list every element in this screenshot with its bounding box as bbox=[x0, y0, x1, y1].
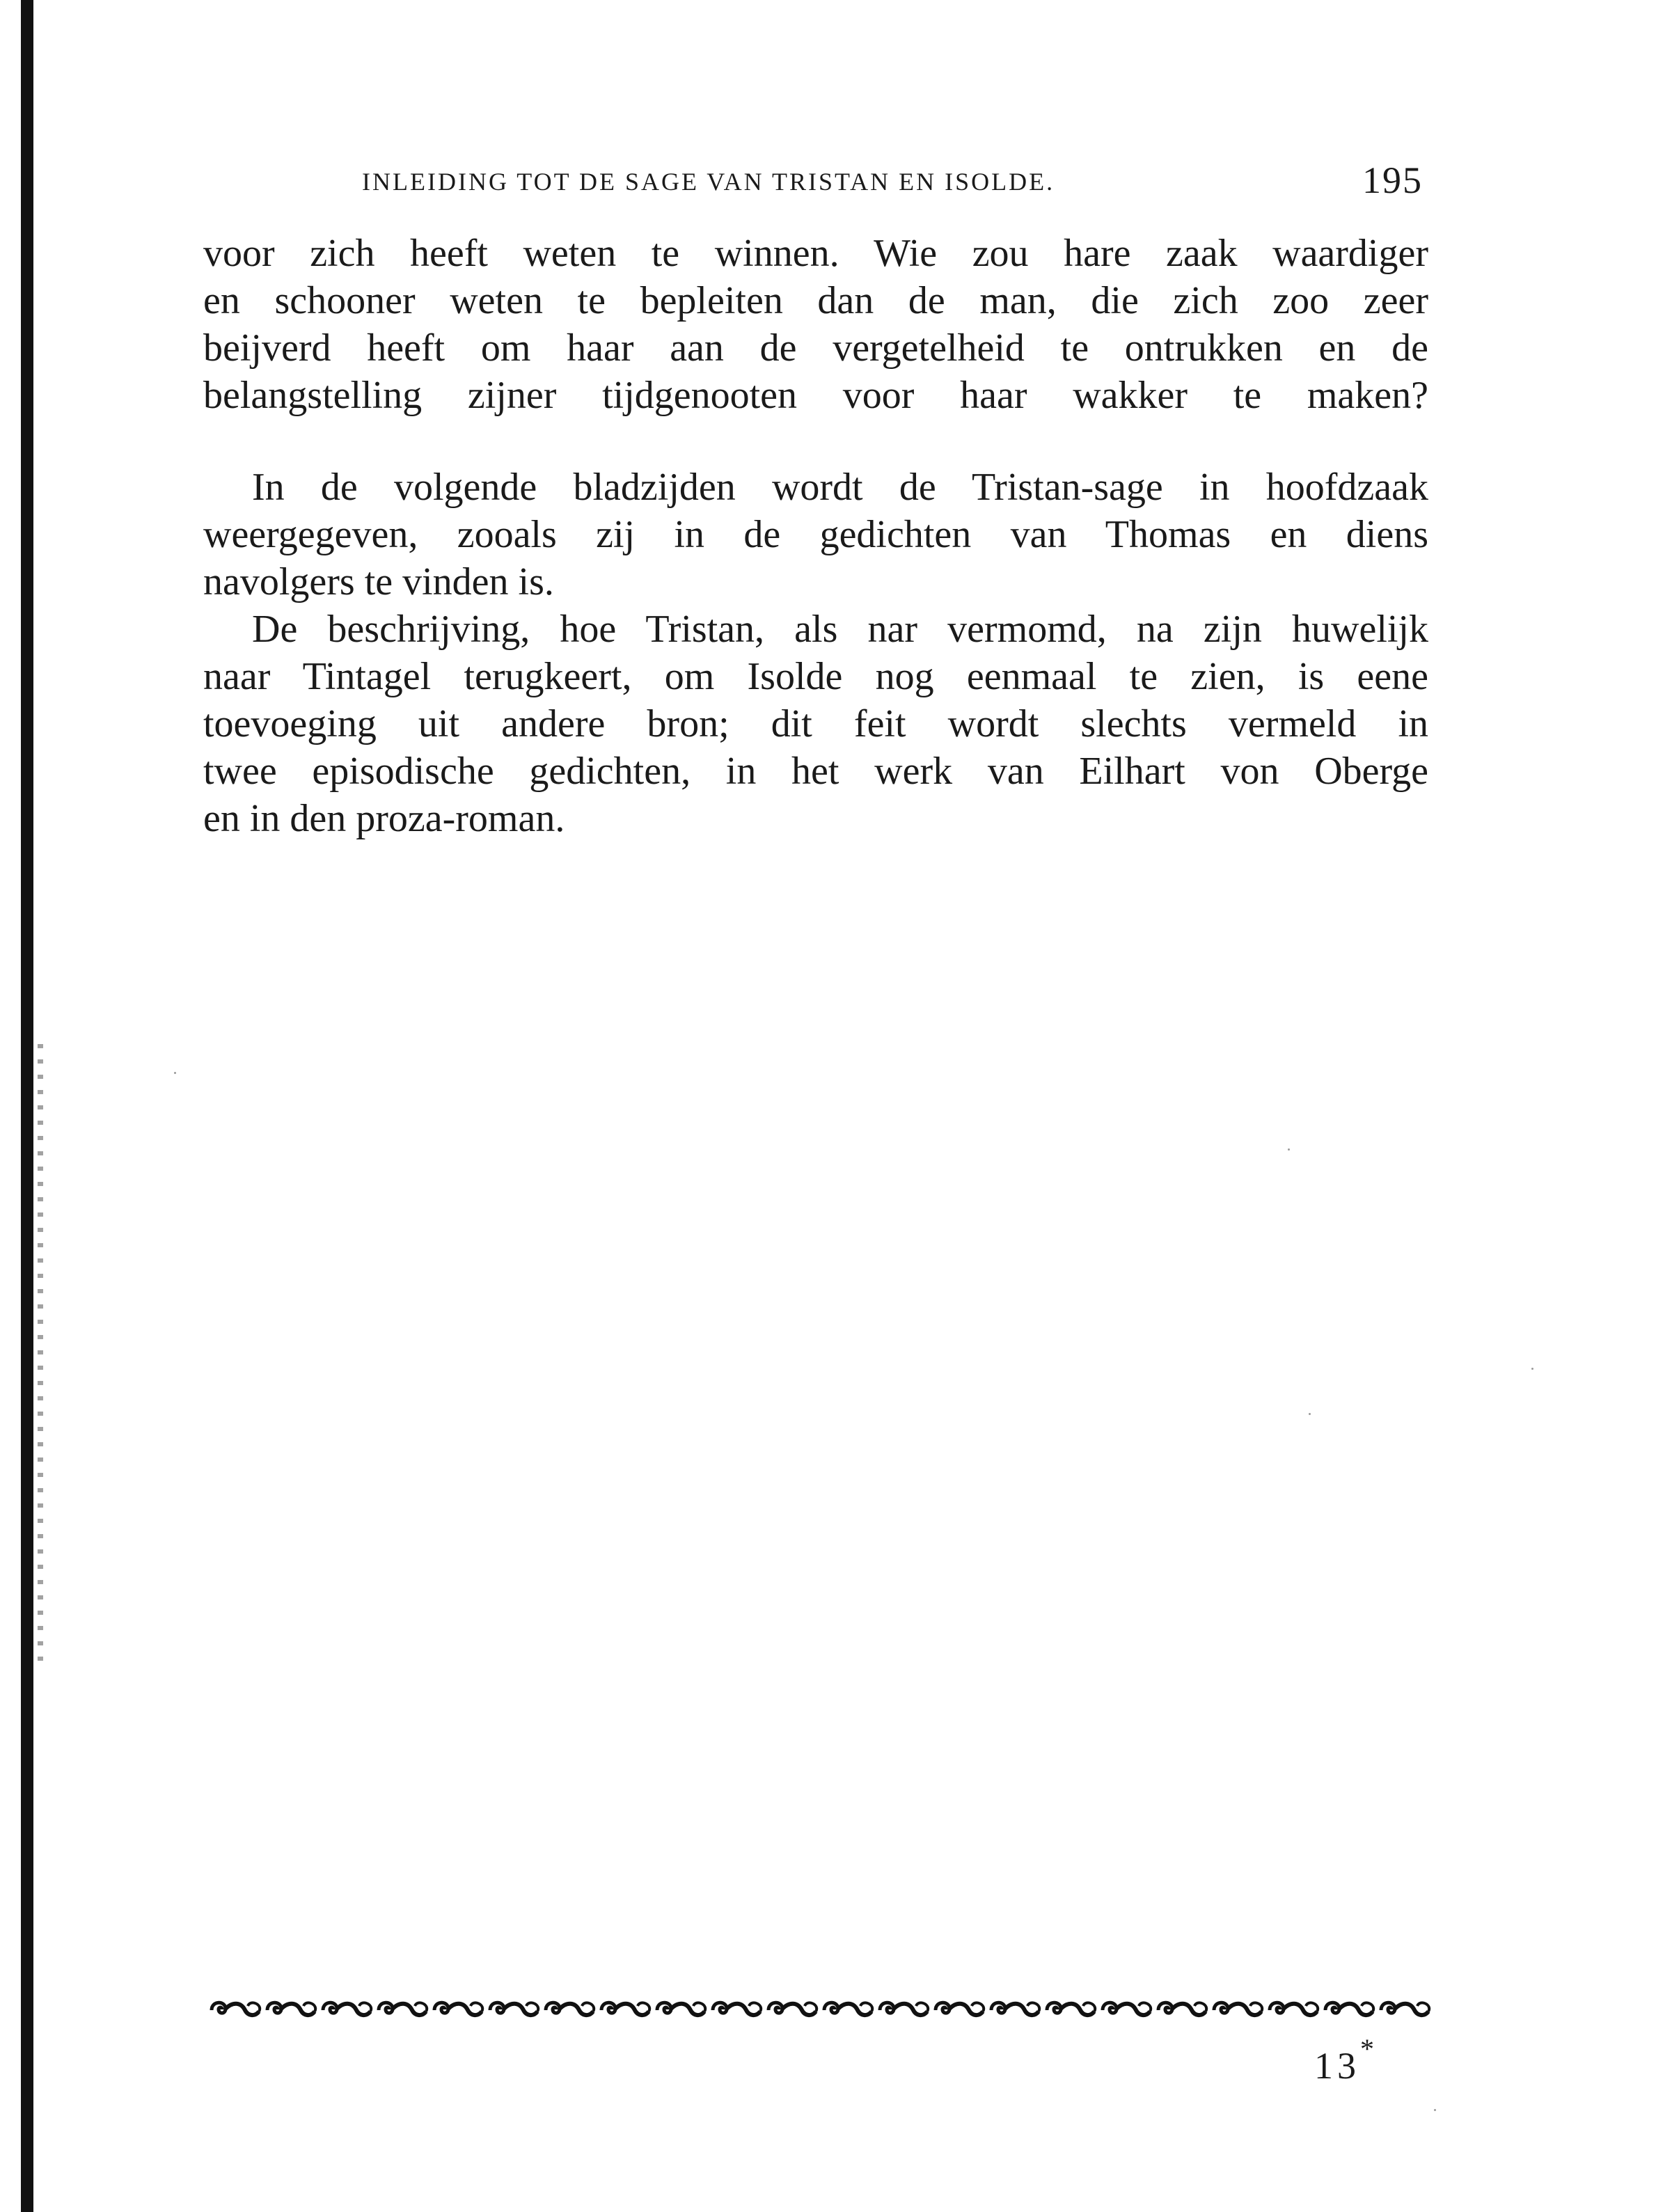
paragraph-3 bbox=[203, 606, 1428, 842]
running-head bbox=[209, 159, 1427, 206]
text-line: belangstelling zijner tijdgenooten voor haar wakker te maken? bbox=[203, 374, 1428, 417]
text-line: De beschrijving, hoe Tristan, als nar vermomd, na zijn huwelijk bbox=[252, 608, 1428, 651]
body-text bbox=[203, 230, 1428, 842]
text-line: en in den proza-roman. bbox=[203, 797, 565, 840]
decorative-ornament-border bbox=[209, 1996, 1434, 2024]
paper-speck bbox=[1309, 1413, 1311, 1415]
page-number: 195 bbox=[1362, 159, 1423, 201]
signature-mark bbox=[1314, 2033, 1378, 2087]
signature-number: 13 bbox=[1314, 2045, 1360, 2087]
text-line: twee episodische gedichten, in het werk van Eilhart von Oberge bbox=[203, 750, 1428, 793]
running-title: INLEIDING TOT DE SAGE VAN TRISTAN EN ISOLDE. bbox=[362, 168, 1055, 196]
text-line: In de volgende bladzijden wordt de Tristan-sage in hoofdzaak bbox=[252, 466, 1428, 509]
signature-star: * bbox=[1360, 2033, 1378, 2064]
text-line: voor zich heeft weten te winnen. Wie zou hare zaak waardiger bbox=[203, 232, 1428, 275]
paper-speck bbox=[1434, 2109, 1436, 2111]
text-line: weergegeven, zooals zij in de gedichten van Thomas en diens bbox=[203, 513, 1428, 556]
book-binding-edge bbox=[21, 0, 33, 2212]
binding-speckle bbox=[38, 1044, 43, 1670]
text-line: beijverd heeft om haar aan de vergetelheid te ontrukken en de bbox=[203, 326, 1428, 370]
paper-speck bbox=[1531, 1368, 1533, 1370]
text-line: naar Tintagel terugkeert, om Isolde nog eenmaal te zien, is eene bbox=[203, 655, 1428, 698]
text-line: en schooner weten te bepleiten dan de man, die zich zoo zeer bbox=[203, 279, 1428, 322]
paragraph-1 bbox=[203, 230, 1428, 419]
text-line: navolgers te vinden is. bbox=[203, 560, 554, 603]
paper-speck bbox=[174, 1072, 176, 1074]
paper-speck bbox=[1288, 1148, 1290, 1151]
paragraph-2 bbox=[203, 464, 1428, 606]
text-line: toevoeging uit andere bron; dit feit wordt slechts vermeld in bbox=[203, 702, 1428, 745]
